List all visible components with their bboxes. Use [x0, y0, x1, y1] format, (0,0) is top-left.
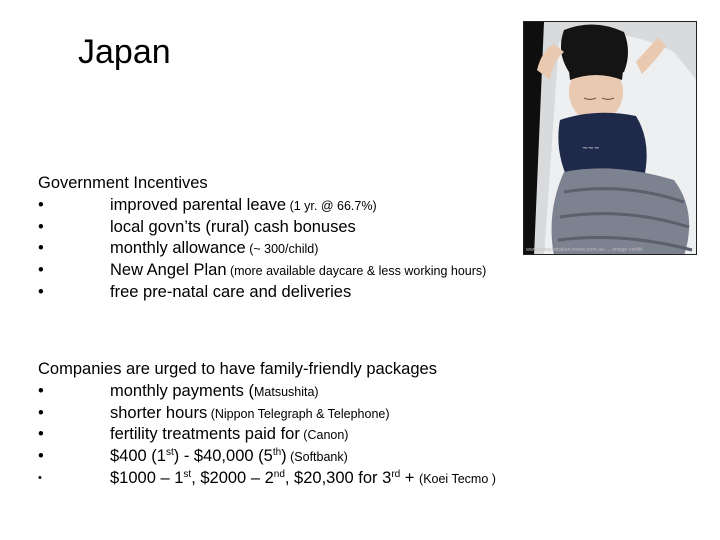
list-item: [38, 468, 496, 490]
item-text: , $20,300 for 3: [284, 468, 392, 487]
item-text: local govn’ts (rural) cash bonuses: [110, 217, 356, 236]
list-item: [38, 195, 377, 217]
sleeping-child-photo: [523, 21, 697, 255]
item-text: +: [400, 468, 420, 487]
item-text: monthly payments (: [110, 381, 254, 400]
sleeping-child-illustration: [524, 22, 697, 255]
item-text: shorter hours: [110, 403, 208, 422]
list-item: [38, 217, 356, 239]
government-incentives-section: [38, 173, 487, 304]
item-note: (more available daycare & less working hours): [226, 264, 487, 279]
item-text: , $2000 – 2: [191, 468, 274, 487]
item-text: New Angel Plan: [110, 261, 227, 280]
item-text: free pre-natal care and deliveries: [110, 282, 352, 301]
item-text: $1000 – 1: [110, 468, 184, 487]
bullet: •: [38, 425, 44, 444]
svg-text:~~~: ~~~: [582, 144, 600, 152]
item-note: Matsushita): [253, 384, 319, 399]
list-item: [38, 238, 319, 260]
ordinal-suffix: nd: [273, 468, 285, 480]
item-note: (Canon): [299, 428, 349, 443]
ordinal-suffix: st: [183, 468, 192, 480]
list-item: [38, 381, 437, 403]
item-text: ): [281, 447, 287, 466]
bullet: •: [38, 195, 44, 214]
item-text: $400 (1: [110, 447, 166, 466]
bullet: •: [38, 381, 44, 400]
list-item: [38, 260, 487, 282]
section-heading: Companies are urged to have family-friendly packages: [38, 360, 437, 378]
list-item: [38, 403, 437, 425]
item-note: (~ 300/child): [245, 242, 319, 257]
item-note: (Softbank): [286, 450, 348, 465]
slide-title: Japan: [78, 33, 171, 71]
photo-caption: www.theaustralian.news.com.au ... image credit: [526, 247, 643, 253]
list-item: [38, 282, 352, 304]
item-note: (1 yr. @ 66.7%): [286, 198, 377, 213]
bullet: •: [38, 471, 42, 484]
item-text: monthly allowance: [110, 239, 246, 258]
ordinal-suffix: th: [272, 447, 282, 459]
bullet: •: [38, 403, 44, 422]
bullet: •: [38, 282, 44, 301]
item-note: (Koei Tecmo ): [419, 471, 496, 486]
item-text: ) - $40,000 (5: [173, 447, 273, 466]
bullet: •: [38, 239, 44, 258]
ordinal-suffix: st: [165, 447, 174, 459]
section-heading: Government Incentives: [38, 174, 208, 192]
item-note: (Nippon Telegraph & Telephone): [207, 406, 390, 421]
bullet: •: [38, 447, 44, 466]
ordinal-suffix: rd: [391, 468, 401, 480]
item-text: improved parental leave: [110, 195, 287, 214]
item-text: fertility treatments paid for: [110, 425, 300, 444]
company-packages-section: [38, 359, 496, 490]
bullet: •: [38, 261, 44, 280]
bullet: •: [38, 217, 44, 236]
list-item: [38, 424, 437, 446]
list-item: [38, 446, 437, 468]
